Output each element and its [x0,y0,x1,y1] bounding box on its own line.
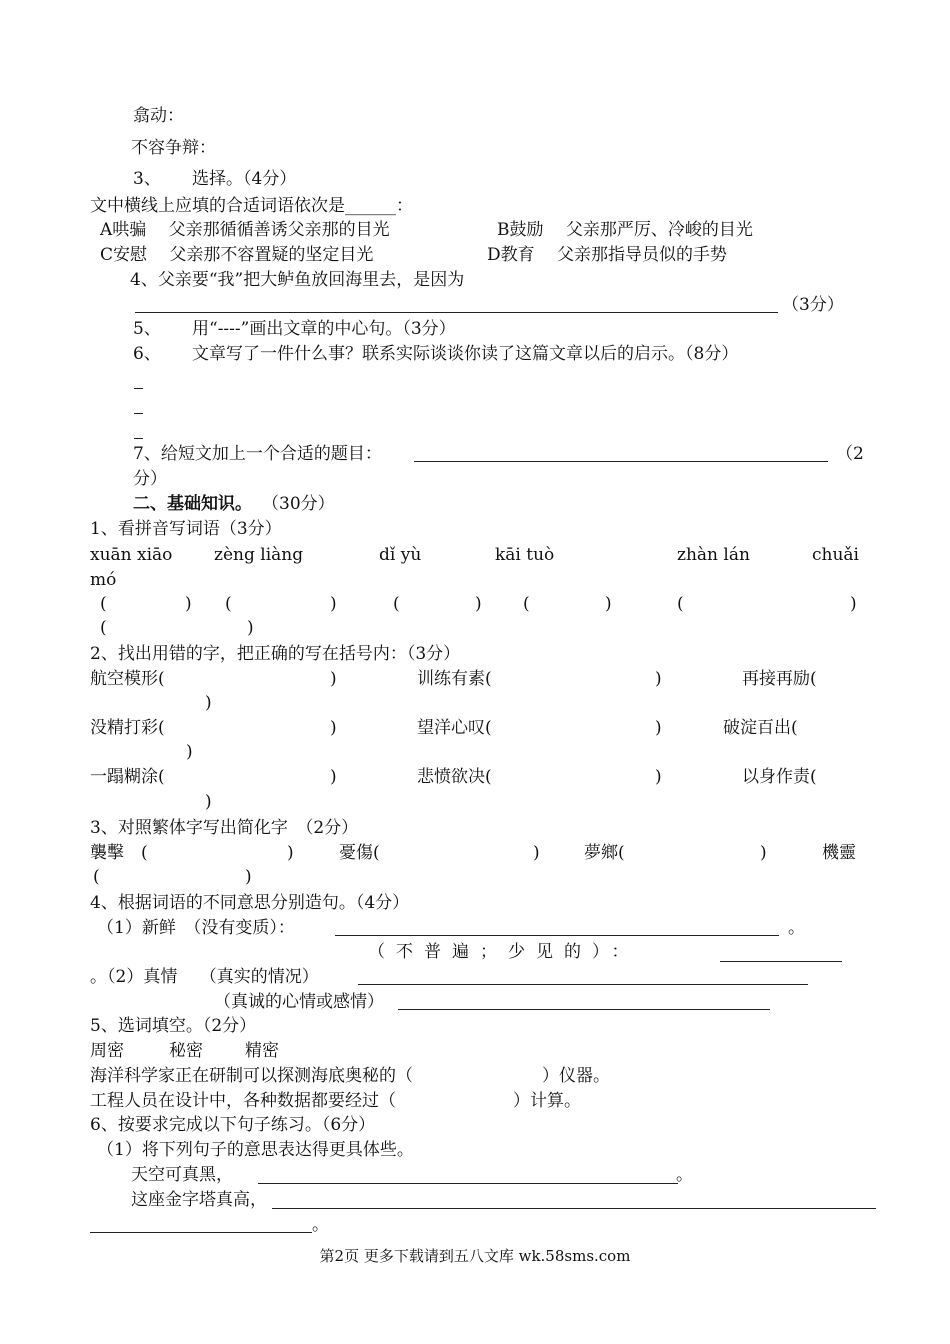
q5-text: 用“----”画出文章的中心句。（3分） [192,319,456,339]
answer-box[interactable]: ) [760,843,767,863]
word-option: 精密 [245,1041,279,1061]
b4-line1: （1）新鲜 （没有变质）： [97,918,295,938]
answer-box[interactable]: ) [330,669,337,689]
b2-item: 破淀百出( [723,718,798,738]
b5-sentence2-start: 工程人员在设计中，各种数据都要经过（ [90,1091,396,1111]
q6-answer-line[interactable] [134,388,143,389]
answer-box[interactable]: ( [523,594,530,614]
answer-box[interactable]: ) [186,742,193,762]
answer-box[interactable]: ) [850,594,857,614]
b2-item: 望洋心叹( [417,718,492,738]
answer-box[interactable]: ) [605,594,612,614]
answer-box[interactable]: ) [205,693,212,713]
b6-sentence1: 天空可真黑， [131,1165,233,1185]
word-option: 秘密 [169,1041,203,1061]
q4-answer-line[interactable] [135,312,778,313]
answer-box[interactable]: ( [393,594,400,614]
answer-box[interactable]: ) [287,843,294,863]
word-option: 周密 [90,1041,124,1061]
pinyin: xuān xiāo [90,545,173,565]
b2-item: 悲愤欲决( [417,767,492,787]
b4-line4: （真诚的心情或感情） [214,992,384,1012]
q6-answer-line[interactable] [134,413,143,414]
answer-box[interactable]: ( [225,594,232,614]
b6-answer-line[interactable] [272,1208,876,1209]
q6-text: 文章写了一件什么事？联系实际谈谈你读了这篇文章以后的启示。（8分） [192,344,739,364]
pinyin: zèng liàng [214,545,304,565]
b3-item: 憂傷( [339,843,380,863]
answer-box[interactable]: ( [100,618,107,638]
answer-box[interactable]: ) [533,843,540,863]
answer-box[interactable]: ) [245,867,252,887]
b6-sentence2: 这座金字塔真高， [131,1190,267,1210]
b3-title: 3、对照繁体字写出简化字 （2分） [90,818,359,838]
b6-title: 6、按要求完成以下句子练习。（6分） [90,1115,376,1135]
pinyin: mó [90,570,117,590]
answer-box[interactable]: ) [330,767,337,787]
q3-option-d: D教育 父亲那指导员似的手势 [487,245,728,265]
answer-box[interactable]: ) [185,594,192,614]
b1-title: 1、看拼音写词语（3分） [90,519,282,539]
section-title: 二、基础知识。 [133,494,252,514]
answer-box[interactable]: ) [655,718,662,738]
q3-stem: 文中横线上应填的合适词语依次是______： [90,196,413,216]
b6-sub1: （1）将下列句子的意思表达得更具体些。 [97,1140,414,1160]
answer-box[interactable]: ( [677,594,684,614]
term-burong: 不容争辩： [131,138,216,158]
b2-item: 没精打彩( [90,718,165,738]
answer-box[interactable]: ) [655,767,662,787]
q3-title: 选择。（4分） [192,169,297,189]
q3-option-b: B鼓励 父亲那严厉、冷峻的目光 [497,220,753,240]
pinyin: dǐ yù [379,545,422,565]
b4-line3: 。（2）真情 （真实的情况） [90,967,319,987]
punct-period: 。 [676,1165,693,1185]
term-wengdong: 翕动： [133,106,184,126]
b3-item: 襲擊 ( [90,843,148,863]
answer-box[interactable]: ) [205,792,212,812]
b3-item: 機靈 [822,843,856,863]
b2-item: 以身作责( [742,767,817,787]
b4-answer-line[interactable] [398,1009,770,1010]
b5-title: 5、选词填空。（2分） [90,1016,257,1036]
section-score: （30分） [262,494,335,514]
b4-line2: （不普遍；少见的）： [368,942,640,962]
answer-box[interactable]: ( [100,594,107,614]
q5-number: 5、 [133,319,161,339]
q7-text: 7、给短文加上一个合适的题目： [133,444,382,464]
b5-sentence1-end: ）仪器。 [542,1066,610,1086]
q3-number: 3、 [133,169,161,189]
b2-item: 训练有素( [417,669,492,689]
answer-box[interactable]: ) [247,618,254,638]
answer-box[interactable]: ) [475,594,482,614]
q7-title-line[interactable] [414,461,828,462]
b4-answer-line[interactable] [358,984,808,985]
b2-title: 2、找出用错的字，把正确的写在括号内：（3分） [90,644,461,664]
q7-score-wrap: 分） [133,469,167,489]
answer-box[interactable]: ) [655,669,662,689]
answer-box[interactable]: ( [93,867,100,887]
q3-option-c: C安慰 父亲那不容置疑的坚定目光 [100,245,374,265]
b4-answer-line[interactable] [335,935,779,936]
b2-item: 再接再励( [742,669,817,689]
q4-text: 4、父亲要“我”把大鲈鱼放回海里去，是因为 [130,270,465,290]
q6-number: 6、 [133,344,161,364]
b4-answer-line[interactable] [720,961,842,962]
q6-answer-line[interactable] [134,438,143,439]
q3-option-a: A哄骗 父亲那循循善诱父亲那的目光 [100,220,390,240]
b6-answer-line[interactable] [90,1232,312,1233]
answer-box[interactable]: ) [330,718,337,738]
punct-period: 。 [312,1215,329,1235]
b5-sentence1-start: 海洋科学家正在研制可以探测海底奥秘的（ [90,1066,413,1086]
b4-title: 4、根据词语的不同意思分别造句。（4分） [90,893,410,913]
pinyin: chuǎi [812,545,859,565]
q7-score: （2 [836,444,864,464]
answer-box[interactable]: ) [330,594,337,614]
page-footer: 第2页 更多下载请到五八文库 wk.58sms.com [319,1247,631,1265]
pinyin: kāi tuò [495,545,555,565]
b2-item: 一蹋糊涂( [90,767,165,787]
q4-score: （3分） [782,295,844,315]
b2-item: 航空模形( [90,669,165,689]
b5-sentence2-end: ）计算。 [513,1091,581,1111]
pinyin: zhàn lán [677,545,750,565]
b3-item: 夢鄉( [584,843,625,863]
b6-answer-line[interactable] [258,1183,678,1184]
punct-period: 。 [788,918,805,938]
